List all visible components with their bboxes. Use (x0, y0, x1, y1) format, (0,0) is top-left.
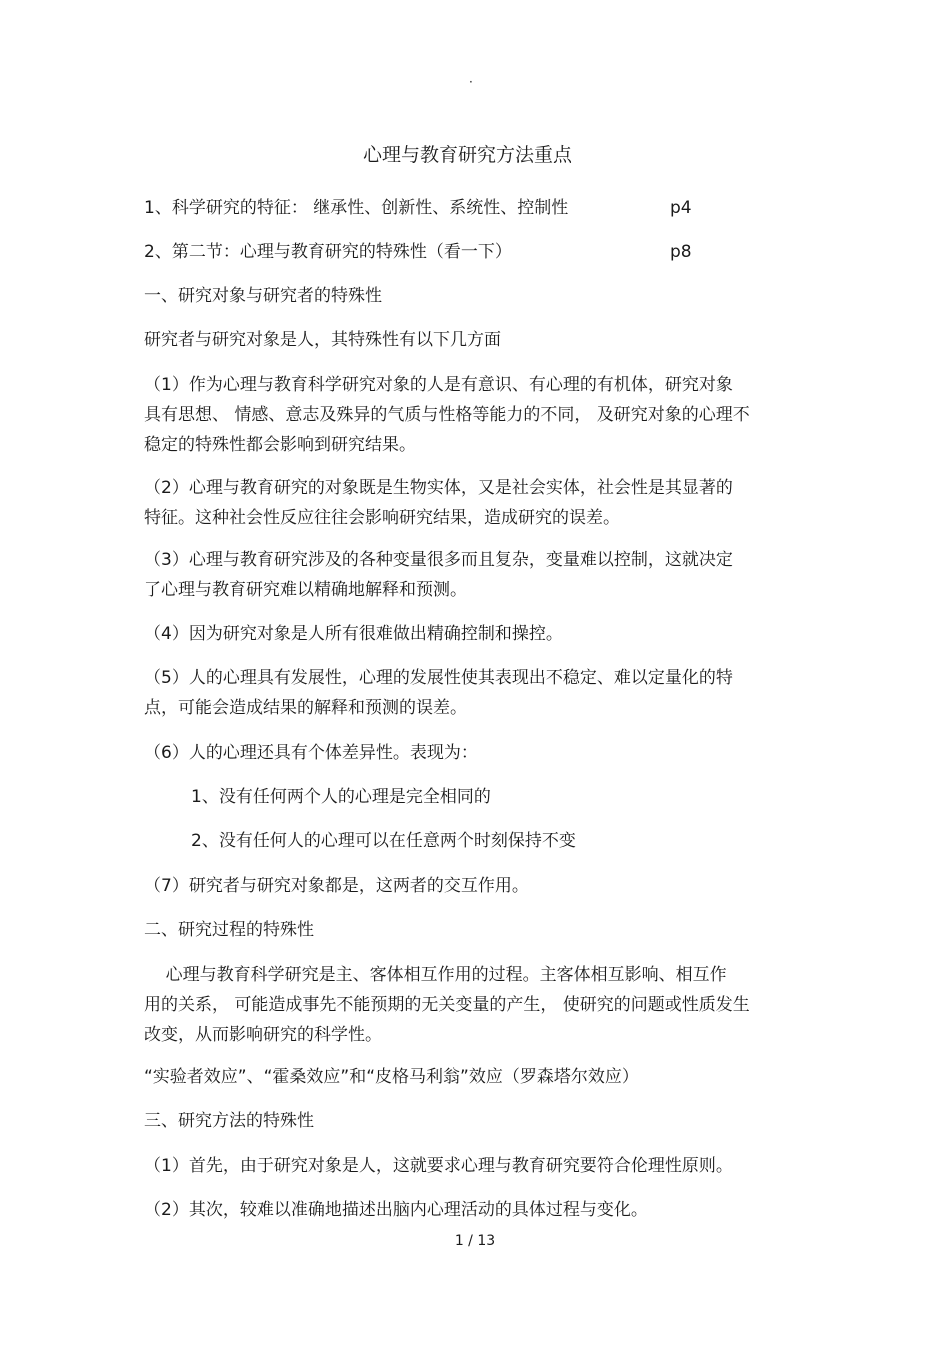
document-title: 心理与教育研究方法重点 (362, 144, 572, 166)
point-3-line-2: 了心理与教育研究难以精确地解释和预测。 (144, 580, 467, 600)
section-2-body-line-3: 改变，从而影响研究的科学性。 (144, 1025, 382, 1045)
point-2 (144, 473, 804, 533)
section-1-heading: 一、研究对象与研究者的特殊性 (144, 286, 382, 306)
section-3-heading: 三、研究方法的特殊性 (144, 1111, 314, 1131)
header-mark: · (469, 75, 473, 89)
point-5-line-2: 点，可能会造成结果的解释和预测的误差。 (144, 698, 467, 718)
page-indicator: 1 / 13 (454, 1233, 496, 1249)
section-2-body-line-1: 心理与教育科学研究是主、客体相互作用的过程。主客体相互影响、相互作 (144, 965, 727, 985)
section-3-point-2: （2）其次，较难以准确地描述出脑内心理活动的具体过程与变化。 (144, 1200, 648, 1220)
item-2-page-ref: p8 (670, 242, 692, 262)
point-3 (144, 545, 804, 605)
point-2-line-2: 特征。这种社会性反应往往会影响研究结果，造成研究的误差。 (144, 508, 620, 528)
section-2-heading: 二、研究过程的特殊性 (144, 920, 314, 940)
point-1-line-1: （1）作为心理与教育科学研究对象的人是有意识、有心理的有机体，研究对象 (144, 375, 733, 395)
item-1-page-ref: p4 (670, 198, 692, 218)
item-2-text: 2、第二节：心理与教育研究的特殊性（看一下） (144, 242, 512, 262)
point-5 (144, 663, 804, 723)
section-2-body-line-2: 用的关系， 可能造成事先不能预期的无关变量的产生， 使研究的问题或性质发生 (144, 995, 750, 1015)
point-6-sub-1: 1、没有任何两个人的心理是完全相同的 (191, 787, 491, 807)
point-4: （4）因为研究对象是人所有很难做出精确控制和操控。 (144, 624, 563, 644)
point-6-sub-2: 2、没有任何人的心理可以在任意两个时刻保持不变 (191, 831, 576, 851)
point-1-line-3: 稳定的特殊性都会影响到研究结果。 (144, 435, 416, 455)
item-1-text: 1、科学研究的特征： 继承性、创新性、系统性、控制性 (144, 198, 569, 218)
point-5-line-1: （5）人的心理具有发展性，心理的发展性使其表现出不稳定、难以定量化的特 (144, 668, 733, 688)
point-7: （7）研究者与研究对象都是，这两者的交互作用。 (144, 876, 529, 896)
point-2-line-1: （2）心理与教育研究的对象既是生物实体，又是社会实体，社会性是其显著的 (144, 478, 733, 498)
point-1-line-2: 具有思想、 情感、意志及殊异的气质与性格等能力的不同， 及研究对象的心理不 (144, 405, 750, 425)
section-2-effects: “实验者效应”、“霍桑效应”和“皮格马利翁”效应（罗森塔尔效应） (144, 1067, 639, 1087)
point-3-line-1: （3）心理与教育研究涉及的各种变量很多而且复杂，变量难以控制，这就决定 (144, 550, 733, 570)
section-1-intro: 研究者与研究对象是人，其特殊性有以下几方面 (144, 330, 501, 350)
section-3-point-1: （1）首先，由于研究对象是人，这就要求心理与教育研究要符合伦理性原则。 (144, 1156, 733, 1176)
point-1 (144, 370, 804, 460)
point-6: （6）人的心理还具有个体差异性。表现为： (144, 743, 478, 763)
section-2-body (144, 960, 804, 1050)
